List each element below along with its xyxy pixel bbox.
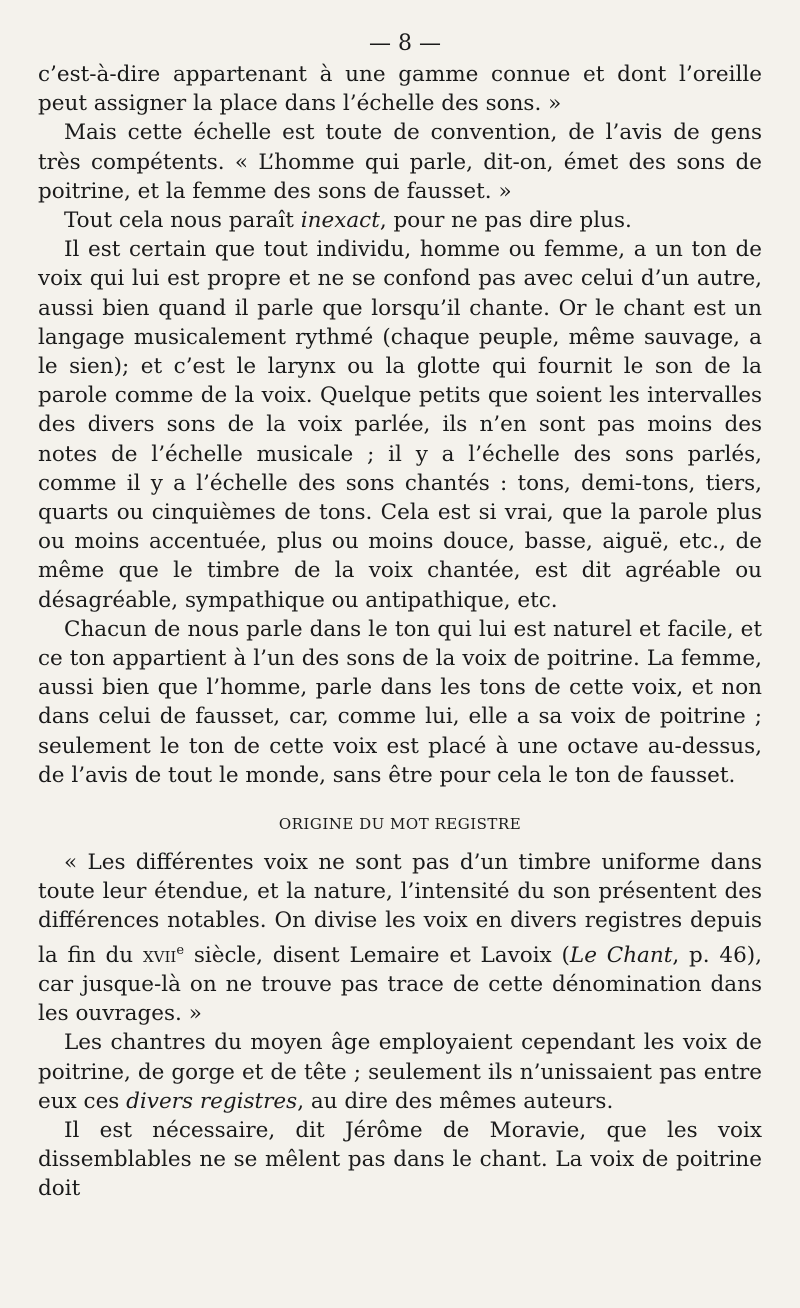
paragraph-moravie: Il est nécessaire, dit Jérôme de Moravie, que les voix dissemblables ne se mêlent pas dans le chant. La voix de poitrine doit bbox=[38, 1118, 762, 1202]
century-numeral: xvii bbox=[142, 942, 177, 968]
section-heading: ORIGINE DU MOT REGISTRE bbox=[278, 815, 522, 834]
text-span: , p. 46), car jusque-là on ne trouve pas trace de cette dénomination dans les ouvrages. » bbox=[38, 942, 762, 1027]
paragraph-convention: Mais cette échelle est toute de convention, de l’avis de gens très compétents. « L’homme qui parle, dit-on, émet des sons de poitrine, et la femme des sons de fausset. » bbox=[38, 120, 762, 204]
paragraph-chantres bbox=[38, 1028, 762, 1116]
italic-book-title: Le Chant bbox=[569, 942, 673, 968]
text-span: Les chantres du moyen âge employaient cependant les voix de poitrine, de gorge et de tête ; seulement ils n’unissaient pas entre eux ces bbox=[38, 1030, 762, 1114]
text-span: « Les différentes voix ne sont pas d’un timbre uniforme dans toute leur étendue, et la nature, l’intensité du son présentent des différences notables. On divise les voix en divers registres depuis la fin du bbox=[38, 850, 762, 968]
page-number: — 8 — bbox=[369, 31, 441, 56]
body-text bbox=[38, 60, 762, 1204]
text-span: Tout cela nous paraît bbox=[64, 208, 301, 234]
italic-inexact: inexact bbox=[300, 208, 380, 234]
paragraph-registres bbox=[38, 848, 762, 1028]
paragraph-individu: Il est certain que tout individu, homme ou femme, a un ton de voix qui lui est propre et ne se confond pas avec celui d’un autre, aussi bien quand il parle que lorsqu’il chante. Or le chant est un langage musicalement rythmé (chaque peuple, même sauvage, a le sien); et c’est le larynx ou la glotte qui fournit le son de la parole comme de la voix. Quelque petits que soient les intervalles des divers sons de la voix parlée, ils n’en sont pas moins des notes de l’échelle musicale ; il y a l’échelle des sons parlés, comme il y a l’échelle des sons chantés : tons, demi-tons, tiers, quarts ou cinquièmes de tons. Cela est si vrai, que la parole plus ou moins accentuée, plus ou moins douce, basse, aiguë, etc., de même que le timbre de la voix chantée, est dit agréable ou désagréable, sympathique ou antipathique, etc. bbox=[38, 237, 762, 613]
page bbox=[38, 28, 762, 1204]
paragraph-chacun: Chacun de nous parle dans le ton qui lui est naturel et facile, et ce ton appartient à l’un des sons de la voix de poitrine. La femme, aussi bien que l’homme, parle dans les tons de cette voix, et non dans celui de fausset, car, comme lui, elle a sa voix de poitrine ; seulement le ton de cette voix est placé à une octave au-dessus, de l’avis de tout le monde, sans être pour cela le ton de fausset. bbox=[38, 616, 762, 788]
text-span: , au dire des mêmes auteurs. bbox=[297, 1088, 614, 1114]
italic-divers-registres: divers registres bbox=[126, 1088, 298, 1114]
text-span: siècle, disent Lemaire et Lavoix ( bbox=[184, 942, 570, 968]
superscript-e: e bbox=[176, 942, 185, 958]
text-span: , pour ne pas dire plus. bbox=[379, 208, 632, 234]
paragraph-continuation: c’est-à-dire appartenant à une gamme connue et dont l’oreille peut assigner la place dans l’échelle des sons. » bbox=[38, 62, 762, 117]
paragraph-inexact bbox=[38, 206, 762, 235]
